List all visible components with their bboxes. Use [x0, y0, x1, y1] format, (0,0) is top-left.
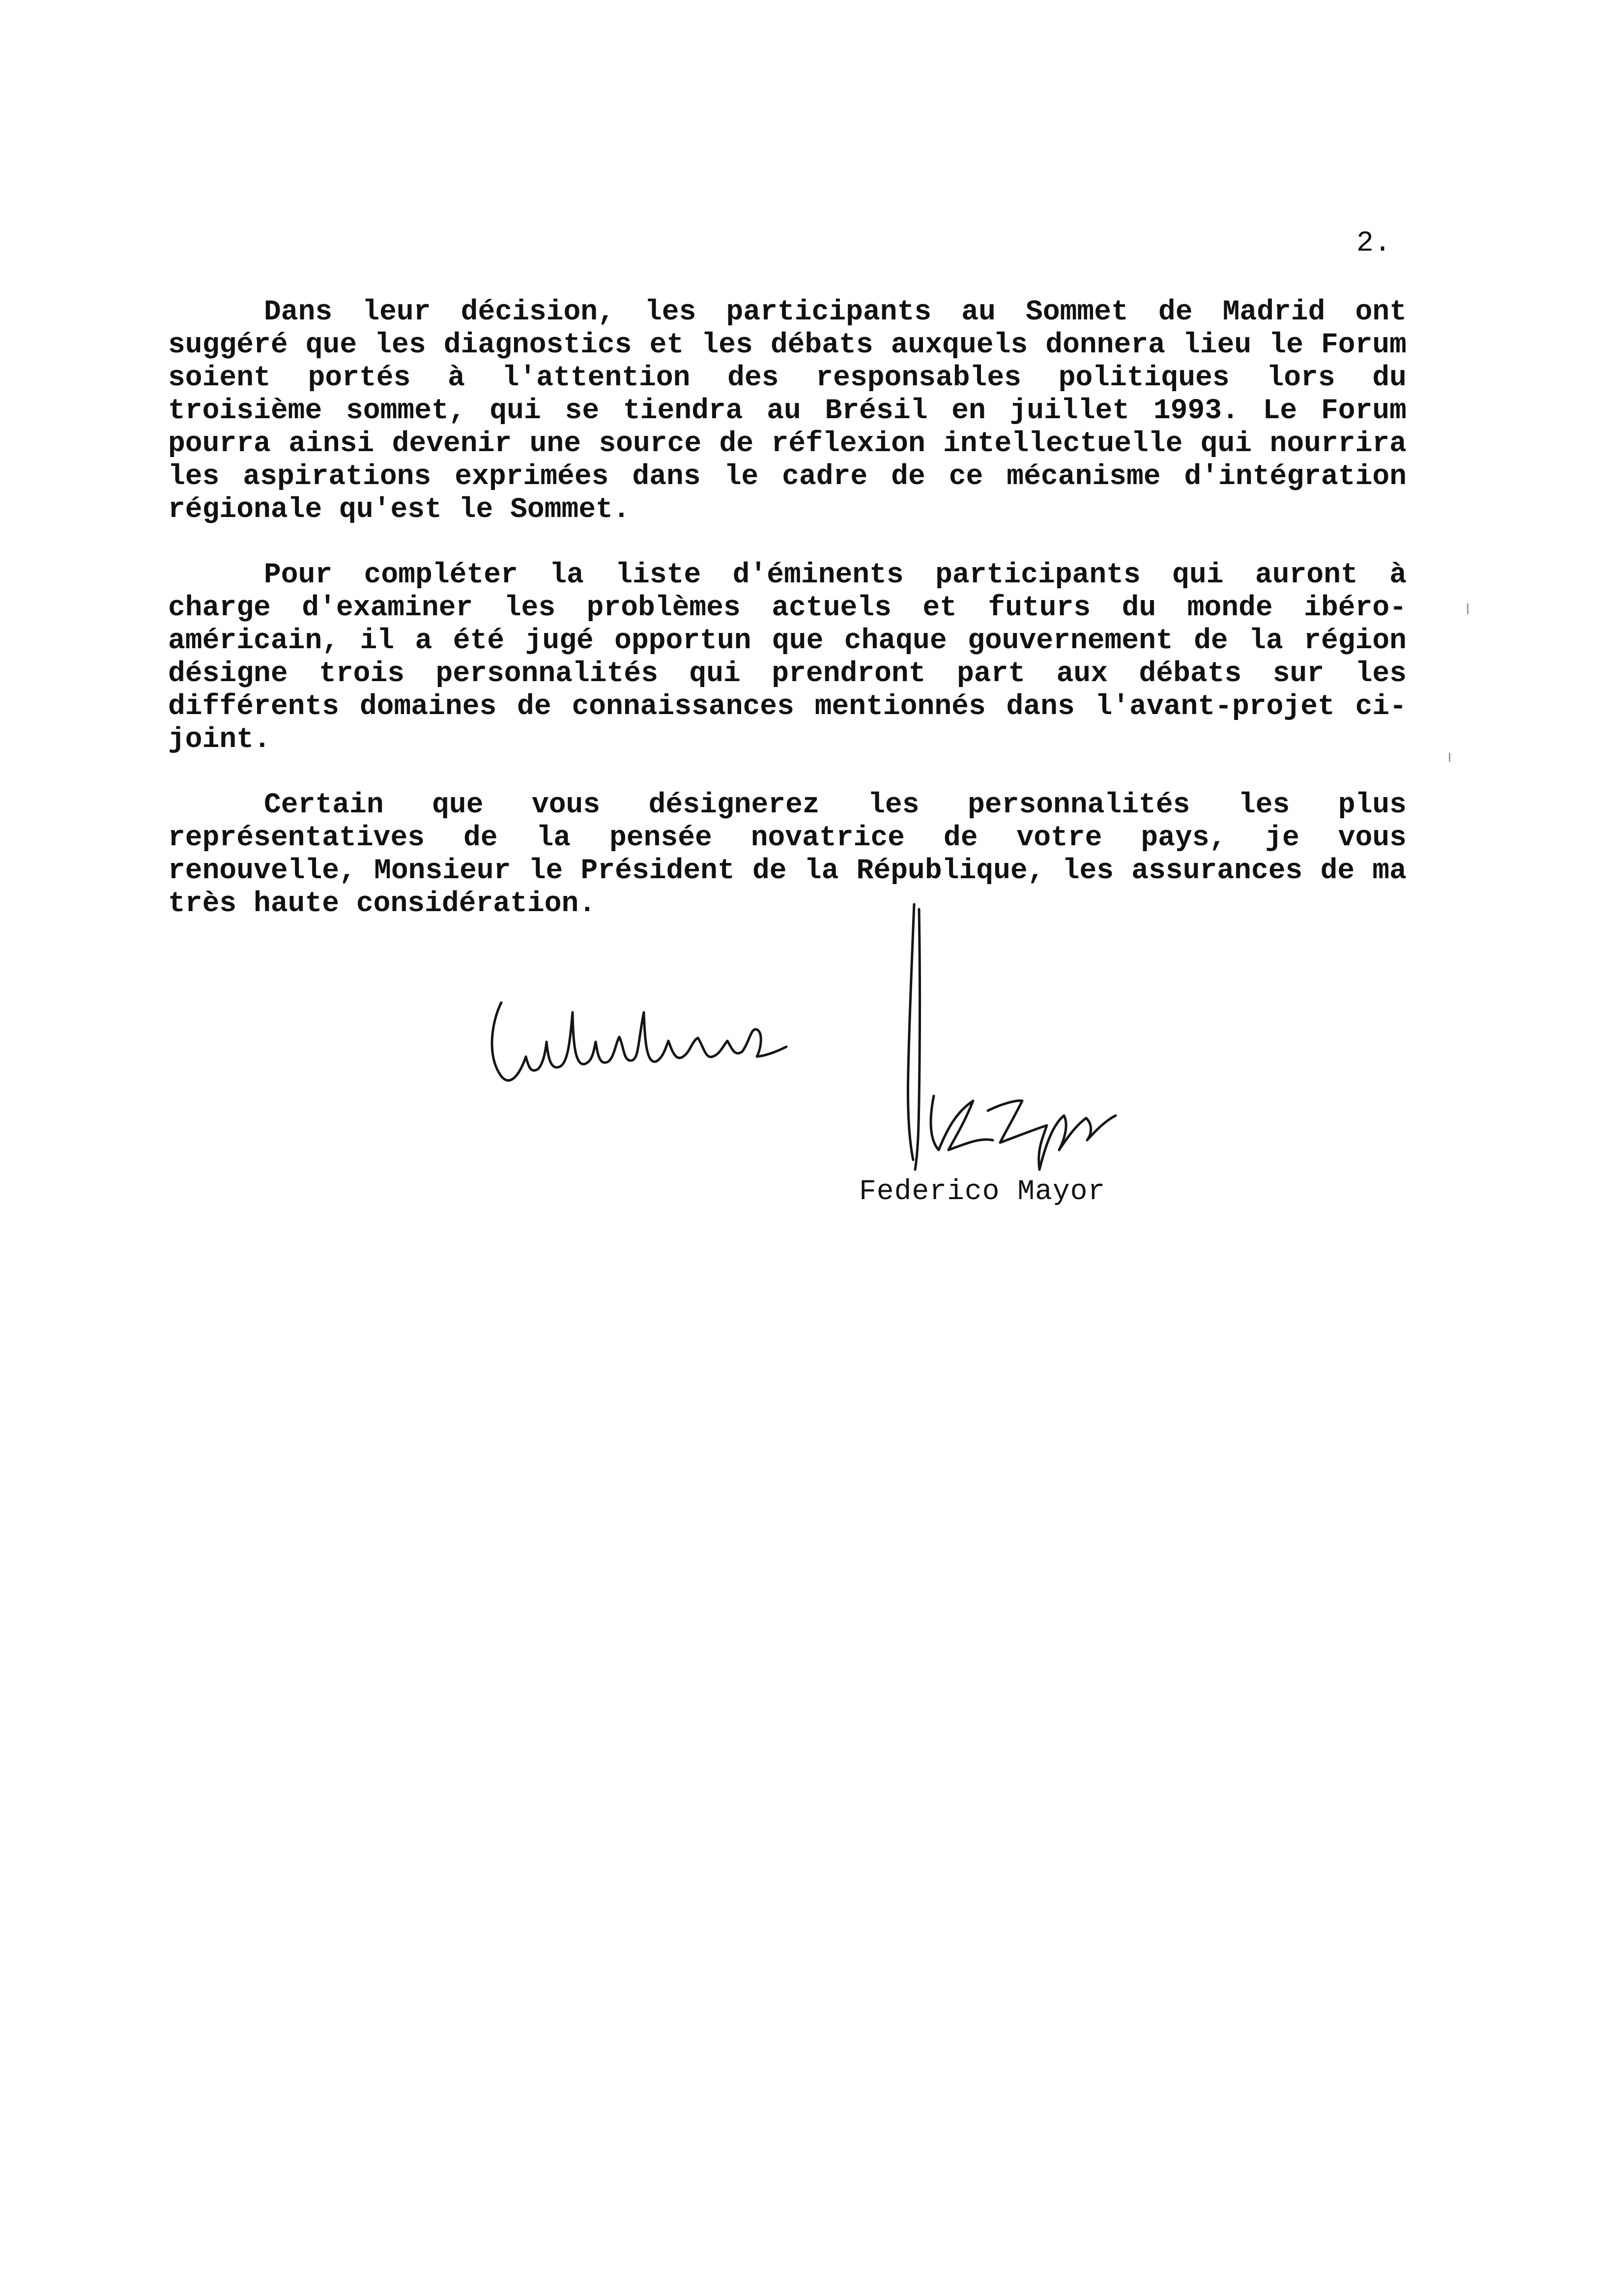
paragraph-3: Certain que vous désignerez les personnalités les plus représentatives de la pensée novatrice de votre pays, je vous renouvelle, Monsieur le Président de la République, les assurances de ma très haute considération.	[168, 789, 1407, 920]
page-number: 2.	[1356, 228, 1392, 259]
scan-mark	[1467, 603, 1468, 614]
signature-graphic	[875, 894, 1209, 1199]
letter-body	[168, 296, 1407, 953]
signature-vertical-stroke	[908, 904, 920, 1170]
scan-mark	[1449, 753, 1450, 762]
signatory-name: Federico Mayor	[859, 1176, 1106, 1208]
signature-scrawl-stroke	[931, 1096, 1116, 1170]
paragraph-2: Pour compléter la liste d'éminents participants qui auront à charge d'examiner les problèmes actuels et futurs du monde ibéro-américain, il a été jugé opportun que chaque gouvernement de la région désigne trois personnalités qui prendront part aux débats sur les différents domaines de connaissances mentionnés dans l'avant-projet ci-joint.	[168, 559, 1407, 756]
handwritten-annotation	[482, 983, 826, 1111]
paragraph-1: Dans leur décision, les participants au Sommet de Madrid ont suggéré que les diagnostics et les débats auxquels donnera lieu le Forum soient portés à l'attention des responsables politiques lors du troisième sommet, qui se tiendra au Brésil en juillet 1993. Le Forum pourra ainsi devenir une source de réflexion intellectuelle qui nourrira les aspirations exprimées dans le cadre de ce mécanisme d'intégration régionale qu'est le Sommet.	[168, 296, 1407, 526]
handwritten-annotation-stroke	[492, 1003, 786, 1081]
